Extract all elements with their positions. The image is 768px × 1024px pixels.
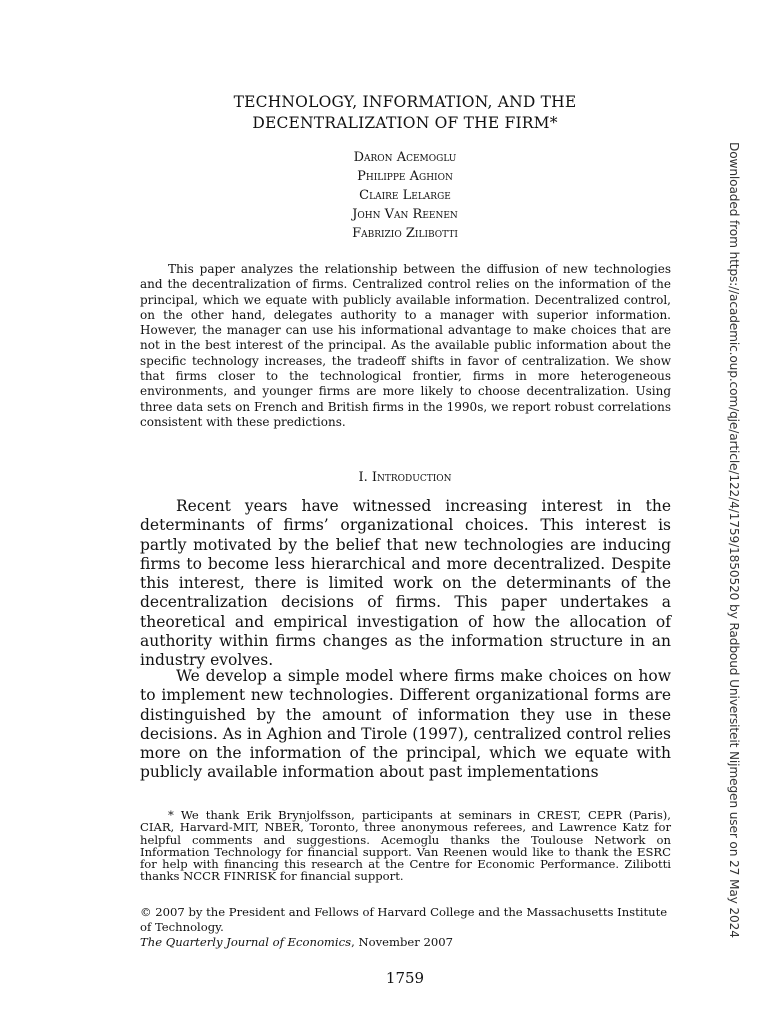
journal-name: The Quarterly Journal of Economics <box>140 935 352 949</box>
author-name: Claire Lelarge <box>359 188 451 203</box>
article-title-line-2: DECENTRALIZATION OF THE FIRM* <box>252 114 558 132</box>
download-watermark <box>725 142 745 938</box>
page-number: 1759 <box>385 969 425 987</box>
author-name: Daron Acemoglu <box>353 150 457 165</box>
author-name: John Van Reenen <box>352 207 458 222</box>
journal-citation <box>140 935 671 950</box>
author-name: Fabrizio Zilibotti <box>352 226 458 241</box>
journal-date: , November 2007 <box>351 935 453 949</box>
author-list <box>240 148 570 243</box>
body-paragraph: Recent years have witnessed increasing interest in the determinants of firms’ organizational choices. This interest is partly motivated by the belief that new technologies are inducing firms to become less hierarchical and more decentralized. Despite this interest, there is limited work on the determinants of the decentralization decisions of firms. This paper undertakes a theoretical and empirical investigation of how the allocation of authority within firms changes as the information structure in an industry evolves. <box>140 497 671 670</box>
acknowledgement-footnote: * We thank Erik Brynjolfsson, participants at seminars in CREST, CEPR (Paris), CIAR, Harvard-MIT, NBER, Toronto, three anonymous referees, and Lawrence Katz for helpful comments and suggestions. Acemoglu thanks the Toulouse Network on Information Technology for financial support. Van Reenen would like to thank the ESRC for help with financing this research at the Centre for Economic Performance. Zilibotti thanks NCCR FINRISK for financial support. <box>140 808 671 884</box>
download-watermark-text: Downloaded from https://academic.oup.com/qje/article/122/4/1759/1850520 by Radboud Universiteit Nijmegen user on 27 May 2024 <box>727 142 741 938</box>
body-paragraph: We develop a simple model where firms make choices on how to implement new technologies. Different organizational forms are distinguished by the amount of information they use in these decisions. As in Aghion and Tirole (1997), centralized control relies more on the information of the principal, which we equate with publicly available information about past implementations <box>140 667 671 782</box>
article-title-line-1: TECHNOLOGY, INFORMATION, AND THE <box>233 93 577 111</box>
abstract: This paper analyzes the relationship between the diffusion of new technologies and the decentralization of firms. Centralized control relies on the information of the principal, which we equate with publicly available information. Decentralized control, on the other hand, delegates authority to a manager with superior information. However, the manager can use his informational advantage to make choices that are not in the best interest of the principal. As the available public information about the specific technology increases, the tradeoff shifts in favor of centralization. We show that firms closer to the technological frontier, firms in more heterogeneous environments, and younger firms are more likely to choose decentralization. Using three data sets on French and British firms in the 1990s, we report robust correlations consistent with these predictions. <box>140 262 671 429</box>
section-heading: I. Introduction <box>358 470 452 485</box>
copyright-notice: © 2007 by the President and Fellows of Harvard College and the Massachusetts Institute of Technology. <box>140 905 668 934</box>
author-name: Philippe Aghion <box>357 169 453 184</box>
article-title <box>140 92 670 134</box>
